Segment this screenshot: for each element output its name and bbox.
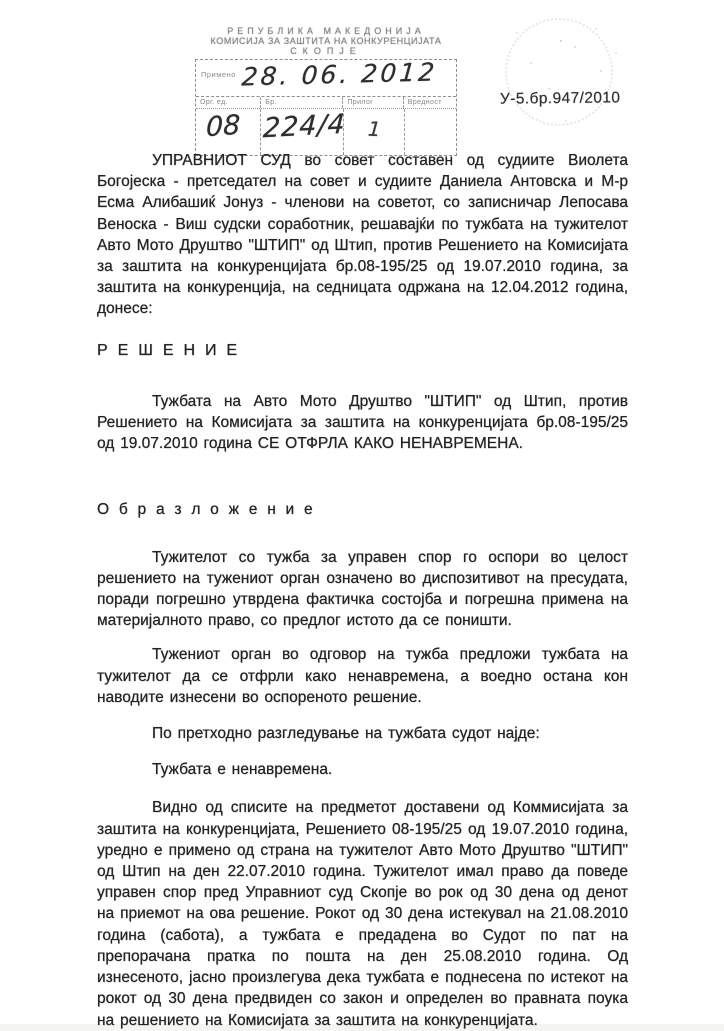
paragraph-reasoning-4: Тужбата е ненавремена. — [152, 761, 333, 779]
intake-stamp — [195, 26, 457, 156]
stamp-org-name: РЕПУБЛИКА МАКЕДОНИЈА — [227, 26, 425, 36]
paragraph-dispositive: Тужбата на Авто Мото Друштво "ШТИП" од Штип, против Решението на Комисијата за заштита на конкуренцијата бр.08-195/25 од 19.07.2010 година СЕ ОТФРЛА КАКО НЕНАВРЕМЕНА. — [97, 392, 628, 453]
case-number: У-5.бр.947/2010 — [499, 89, 621, 108]
stamp-col-number: Бр. — [261, 97, 343, 108]
stamp-value-number: 224/4 — [261, 109, 344, 155]
stamp-col-org-unit: Орг. ед. — [196, 97, 261, 108]
stamp-received-label: Примено — [201, 70, 236, 79]
stamp-org-city: СКОПЈЕ — [290, 46, 362, 56]
stamp-date-row — [196, 57, 456, 97]
stamp-col-attachment: Прилог — [343, 97, 403, 108]
heading-reasoning: О б р а з л о ж е н и е — [97, 501, 315, 519]
heading-decision: Р Е Ш Е Н И Е — [97, 341, 240, 359]
stamp-received-date-handwritten: 28. 06. 2012 — [240, 57, 439, 92]
document-body — [97, 150, 628, 1031]
stamp-value-attachment: 1 — [344, 109, 404, 155]
paragraph-reasoning-2: Тужениот орган во одговор на тужба предложи тужбата на тужителот да се отфрли како ненавремена, а воедно остана кон наводите изнесени во оспореното решение. — [97, 646, 628, 706]
stamp-value-value — [405, 109, 456, 155]
stamp-table — [195, 59, 457, 156]
stamp-col-value: Вредност — [407, 99, 442, 106]
scan-noise-speckles — [560, 40, 562, 42]
stamp-column-headers — [196, 97, 456, 109]
paragraph-reasoning-5: Видно од списите на предметот доставени од Коммисијата за заштита на конкуренцијата, Решението 08-195/25 од 19.07.2010 година, уредно е примено од страна на тужителот Авто Мото Друштво "ШТИП" од Штип на ден 22.07.2010 година. Тужителот имал право да поведе управен спор пред Управниот суд Скопје во рок од 30 дена од денот на приемот на ова решение. Рокот од 30 дена истекувал на 21.08.2010 година (сабота), а тужбата е предадена во Судот по пат на препорачана пратка по пошта на ден 25.08.2010 година. Од изнесеното, јасно произлегува дека тужбата е поднесена по истекот на рокот од 30 дена предвиден со закон и определен во правната поука на решението на Комисијата за заштита на конкуренцијата. — [97, 799, 628, 1029]
stamp-org-commission: КОМИСИЈА ЗА ЗАШТИТА НА КОНКУРЕНЦИЈАТА — [210, 36, 442, 46]
paragraph-reasoning-3: По претходно разгледување на тужбата судот најде: — [152, 725, 540, 743]
paragraph-court-composition: УПРАВНИОТ СУД во совет составен од судиите Виолета Богојеска - претседател на совет и судиите Даниела Антовска и М-р Есма Алибашиќ Јонуз - членови на советот, со записничар Лепосава Веноска - Виш судски соработник, решавајќи по тужбата на тужителот Авто Мото Друштво "ШТИП" од Штип, против Решението на Комисијата за заштита на конкуренцијата бр.08-195/25 од 19.07.2010 година, за заштита на конкуренција, на седницата одржана на 12.04.2012 година, донесе: — [97, 152, 628, 318]
faint-seal-mark — [491, 4, 627, 140]
stamp-values-row — [196, 109, 456, 155]
paragraph-reasoning-1: Тужителот со тужба за управен спор го оспори во целост решението на тужениот орган означено во диспозитивот на пресудата, поради погрешно утврдена фактичка состојба и погрешна примена на материјалното право, со предлог истото да се поништи. — [97, 548, 628, 630]
stamp-value-org-unit: 08 — [196, 109, 261, 155]
